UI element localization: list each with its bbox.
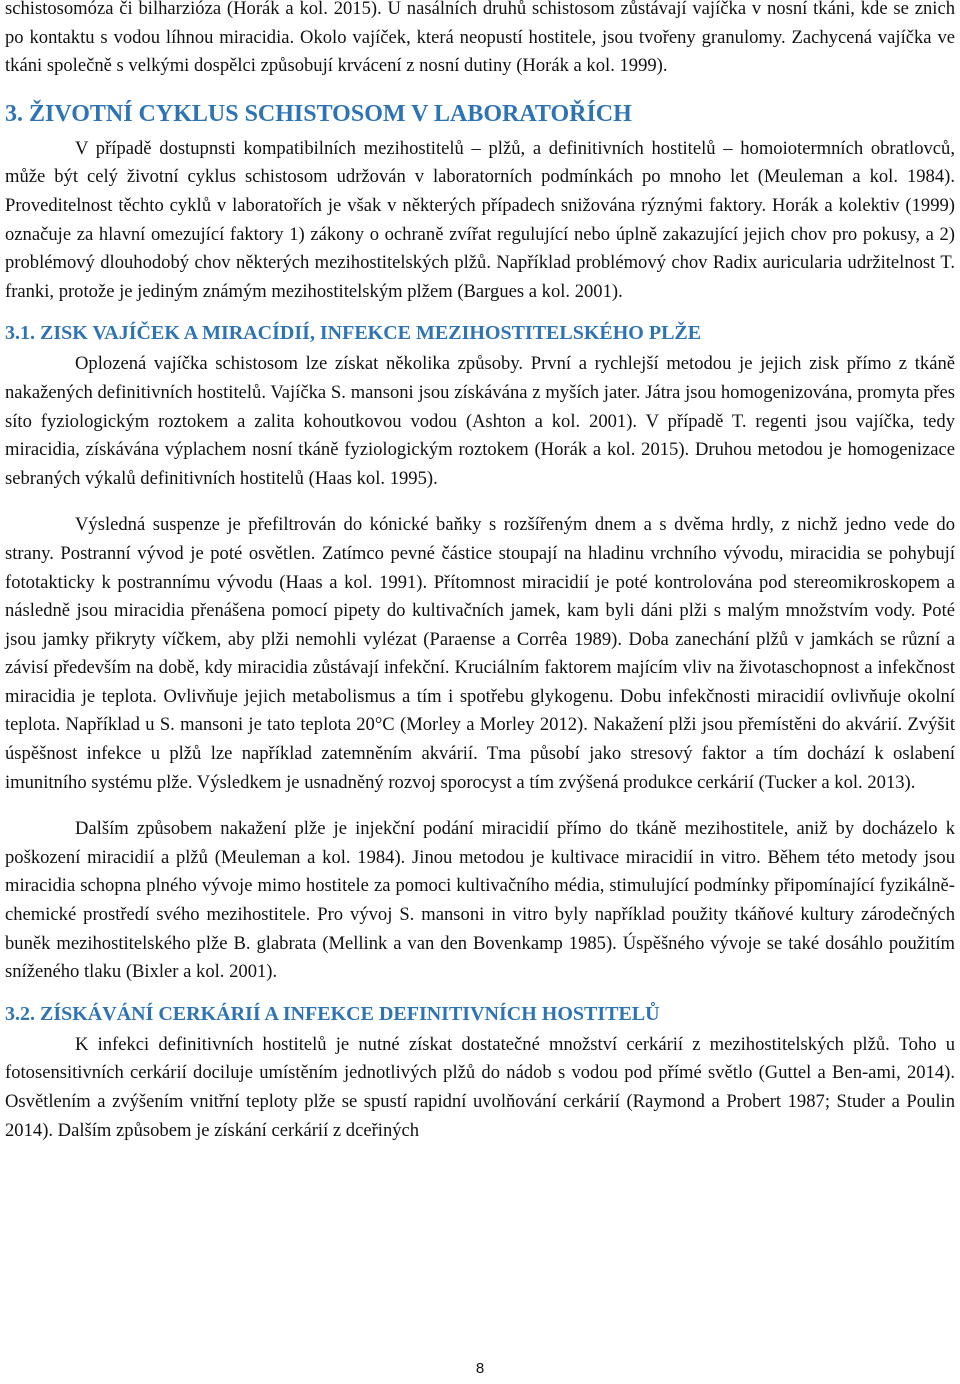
section-3-2-paragraph: K infekci definitivních hostitelů je nutné získat dostatečné množství cerkárií z mezihostitelských plžů. Toho u fotosensitivních cerkárií dociluje umístěním jednotlivých plžů do nádob s vodou pod přímé světlo (Guttel a Ben-ami, 2014). Osvětlením a zvýšením vnitřní teploty plže se spustí rapidní uvolňování cerkárií (Raymond a Probert 1987; Studer a Poulin 2014). Dalším způsobem je získání cerkárií z dceřiných xyxy=(5,1033,955,1141)
section-3-heading: 3. ŽIVOTNÍ CYKLUS SCHISTOSOM V LABORATOŘÍCH xyxy=(5,100,632,127)
paragraph-gap xyxy=(5,797,955,815)
document-page xyxy=(5,0,955,1145)
section-3-paragraph: V případě dostupnsti kompatibilních mezihostitelů – plžů, a definitivních hostitelů – homoiotermních obratlovců, může být celý životní cyklus schistosom udržován v laboratorních podmínkách po mnoho let (Meuleman a kol. 1984). Proveditelnost těchto cyklů v laboratořích je však v některých případech snižována rýznými faktory. Horák a kolektiv (1999) označuje za hlavní omezující faktory 1) zákony o ochraně zvířat regulující nebo úplně zakazující jejich chov pro pokusy, a 2) problémový dlouhodobý chov některých mezihostitelských plžů. Například problémový chov Radix auricularia udržitelnost T. franki, protože je jediným známým mezihostitelským plžem (Bargues a kol. 2001). xyxy=(5,137,955,302)
section-3-1-paragraph-3: Dalším způsobem nakažení plže je injekční podání miracidií přímo do tkáně mezihostitele, aniž by docházelo k poškození miracidií a plžů (Meuleman a kol. 1984). Jinou metodou je kultivace miracidií in vitro. Během této metody jsou miracidia schopna plného vývoje mimo hostitele za pomoci kultivačního média, stimulující podmínky připomínající fyzikálně-chemické prostředí svého mezihostitele. Pro vývoj S. mansoni in vitro byly například použity tkáňové kultury zárodečných buněk mezihostitelského plže B. glabrata (Mellink a van den Bovenkamp 1985). Úspěšného vývoje se také dosáhlo použitím sníženého tlaku (Bixler a kol. 2001). xyxy=(5,818,955,983)
page-number: 8 xyxy=(475,1360,485,1377)
section-3-2-heading: 3.2. ZÍSKÁVÁNÍ CERKÁRIÍ A INFEKCE DEFINITIVNÍCH HOSTITELŮ xyxy=(5,1002,660,1025)
section-3-1-paragraph-2: Výsledná suspenze je přefiltrován do kónické baňky s rozšířeným dnem a s dvěma hrdly, z nichž jedno vede do strany. Postranní vývod je poté osvětlen. Zatímco pevné částice stoupají na hladinu vrchního vývodu, miracidia se pohybují fototakticky k postrannímu vývodu (Haas a kol. 1991). Přítomnost miracidií je poté kontrolována pod stereomikroskopem a následně jsou miracidia přenášena pomocí pipety do kultivačních jamek, kam byli dáni plži s malým množstvím vody. Poté jsou jamky přikryty víčkem, aby plži nemohli vylézat (Paraense a Corrêa 1989). Doba zanechání plžů v jamkách se různí a závisí především na době, kdy miracidia zůstávají infekční. Kruciálním faktorem majícím vliv na životaschopnost a infekčnost miracidia je teplota. Ovlivňuje jejich metabolismus a tím i spotřebu glykogenu. Dobu infekčnosti miracidií ovlivňuje okolní teplota. Například u S. mansoni je tato teplota 20°C (Morley a Morley 2012). Nakažení plži jsou přemístěni do akvárií. Zvýšit úspěšnost infekce u plžů lze například zatemněním akvárií. Tma působí jako stresový faktor a tím dochází k oslabení imunitního systému plže. Výsledkem je usnadněný rozvoj sporocyst a tím zvýšená produkce cerkárií (Tucker a kol. 2013). xyxy=(5,514,955,793)
intro-paragraph: schistosomóza či bilharzióza (Horák a kol. 2015). U nasálních druhů schistosom zůstávají vajíčka v nosní tkáni, kde se znich po kontaktu s vodou líhnou miracidia. Okolo vajíček, která neopustí hostitele, jsou tvořeny granulomy. Zachycená vajíčka ve tkáni společně s velkými dospělci způsobují krvácení z nosní dutiny (Horák a kol. 1999). xyxy=(5,0,955,77)
section-3-1-heading: 3.1. ZISK VAJÍČEK A MIRACÍDIÍ, INFEKCE MEZIHOSTITELSKÉHO PLŽE xyxy=(5,322,702,345)
paragraph-gap xyxy=(5,493,955,511)
section-3-1-paragraph-1: Oplozená vajíčka schistosom lze získat několika způsoby. První a rychlejší metodou je jejich zisk přímo z tkáně nakažených definitivních hostitelů. Vajíčka S. mansoni jsou získávána z myších jater. Játra jsou homogenizována, promyta přes síto fyziologickým roztokem a zalita kohoutkovou vodou (Ashton a kol. 2001). V případě T. regenti jsou vajíčka, tedy miracidia, získávána výplachem nosní tkáně fyziologickým roztokem (Horák a kol. 2015). Druhou metodou je homogenizace sebraných výkalů definitivních hostitelů (Haas kol. 1995). xyxy=(5,353,955,489)
